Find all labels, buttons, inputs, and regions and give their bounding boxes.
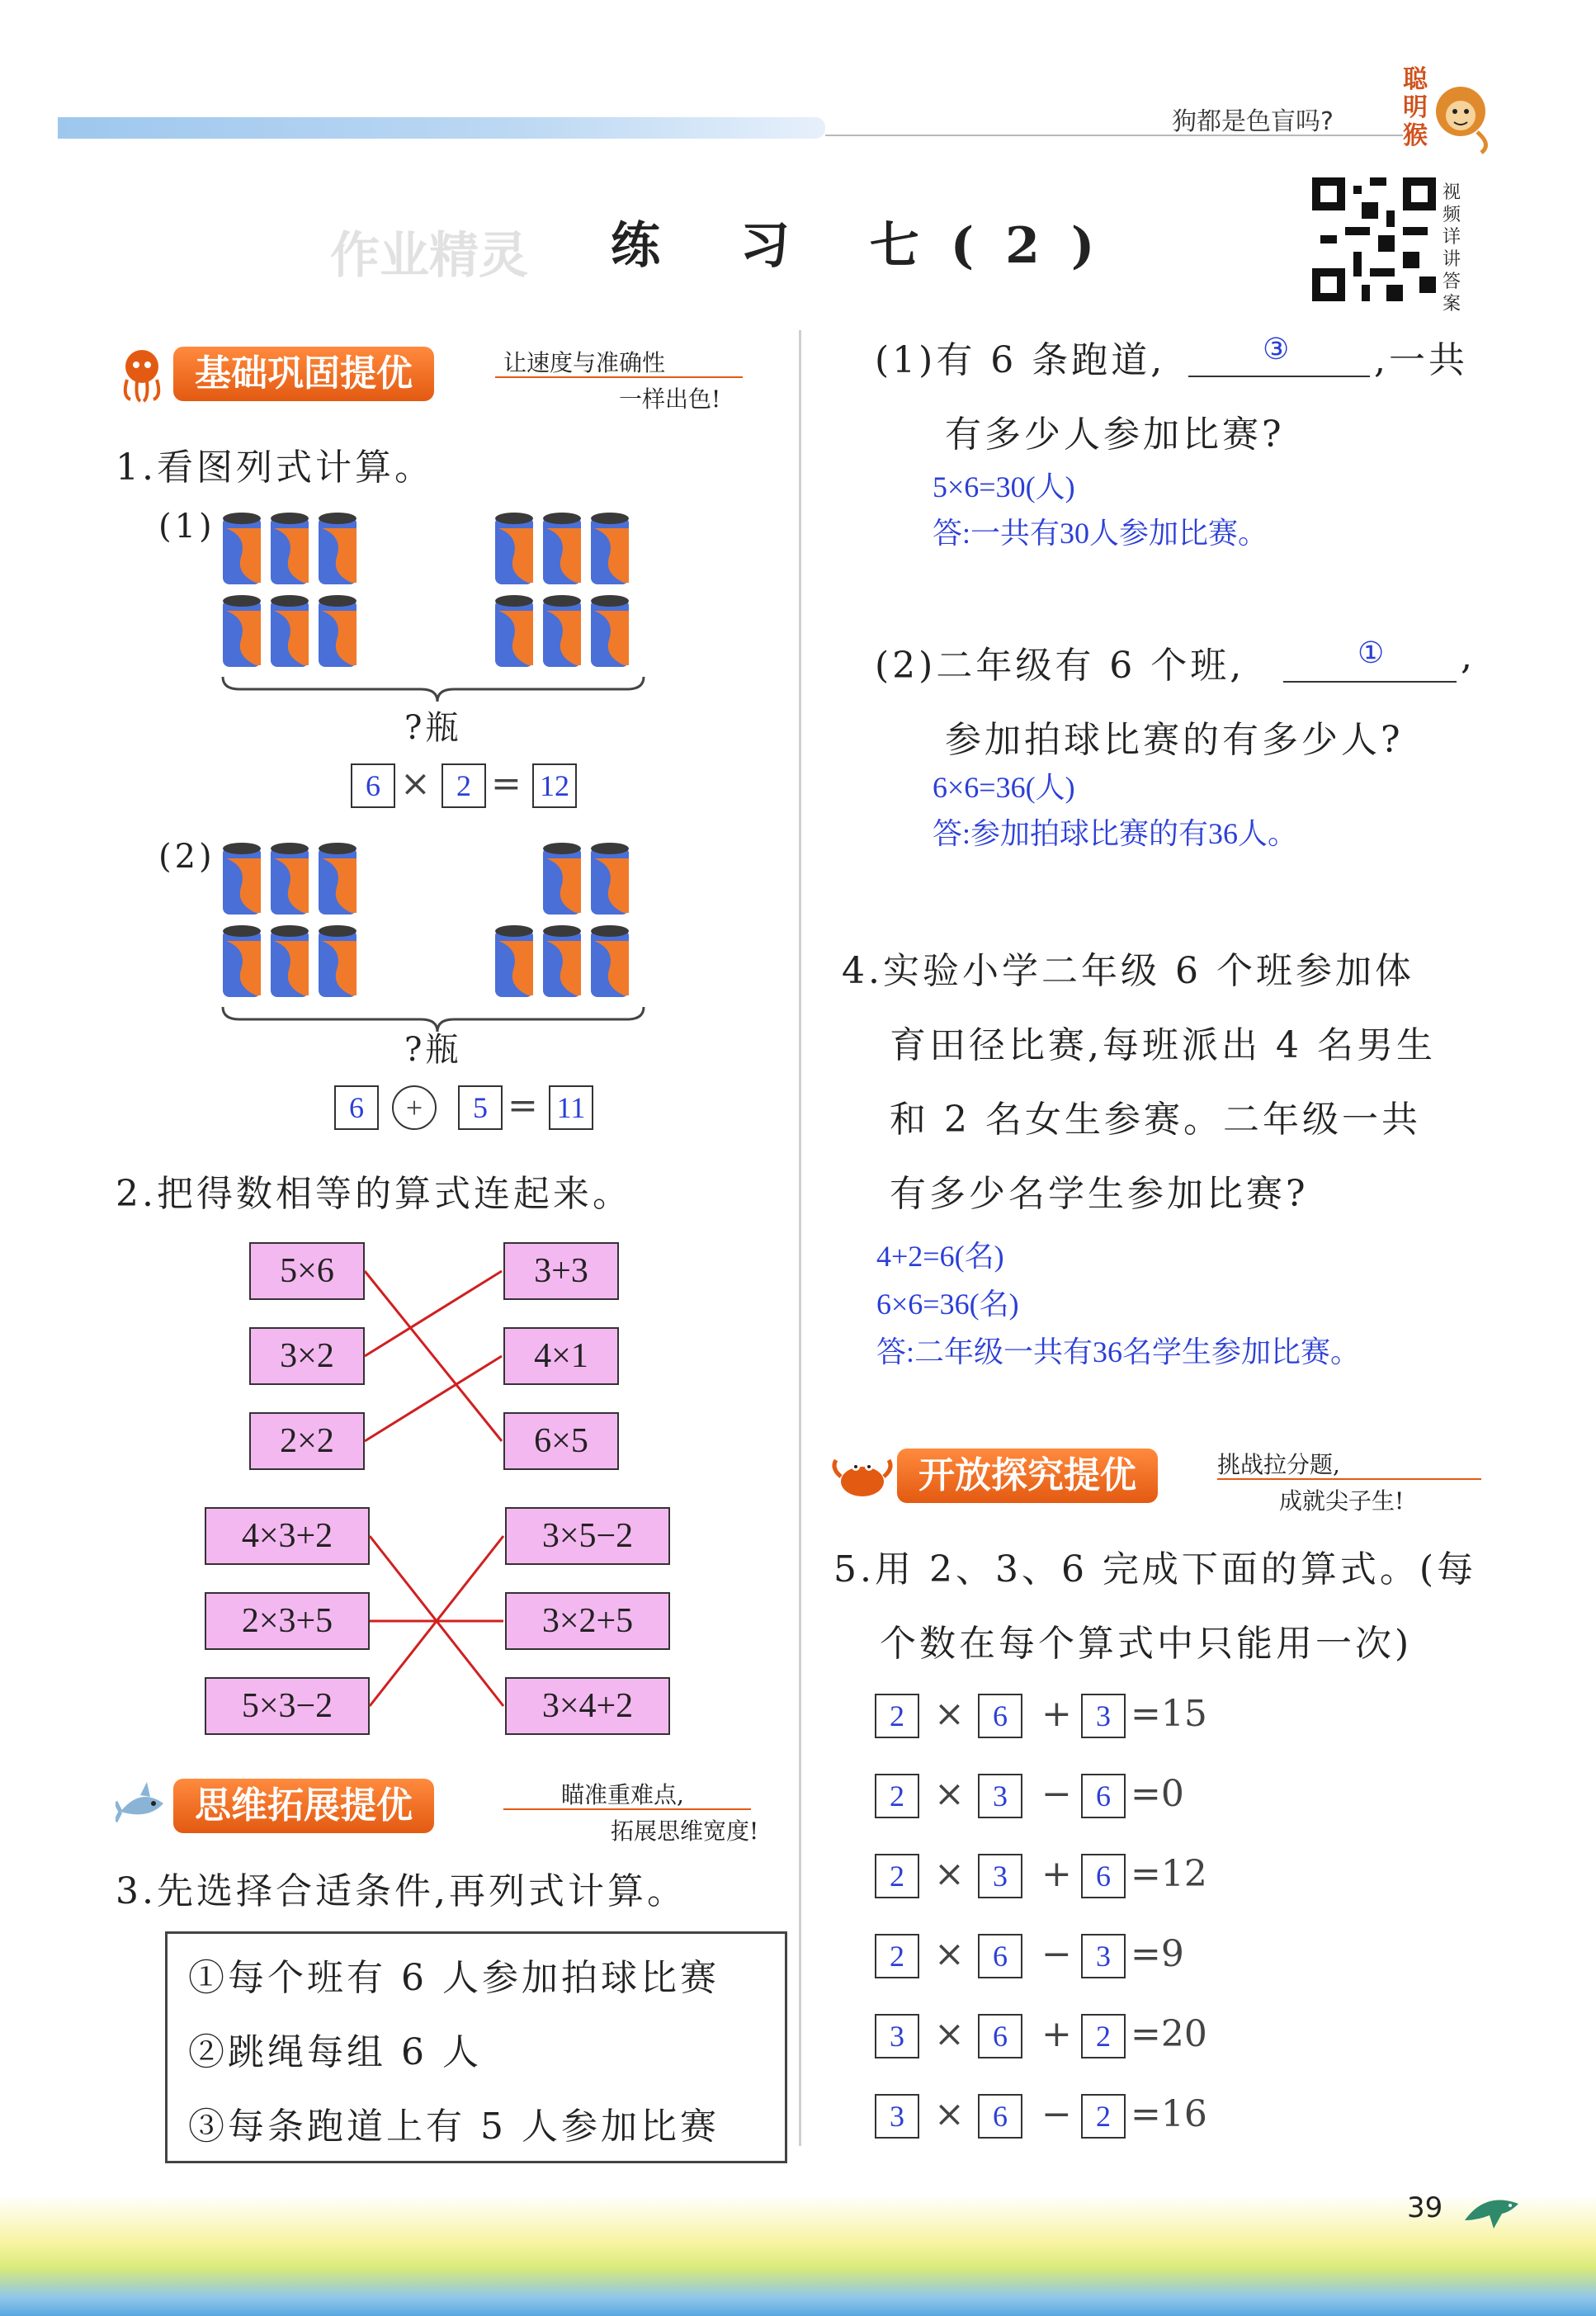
q2-right-bottom-1: 3×5−2 bbox=[505, 1507, 670, 1565]
squid-icon bbox=[116, 347, 168, 404]
q3-condition-3: ③每条跑道上有 5 人参加比赛 bbox=[188, 2106, 720, 2148]
q1-p1-op: × bbox=[400, 763, 431, 805]
q3-p1-answer: 答:一共有30人参加比赛。 bbox=[933, 517, 1268, 550]
q1-p2-box-result: 11 bbox=[549, 1085, 593, 1130]
section-thinking-line bbox=[503, 1808, 751, 1810]
q5-row-op1: × bbox=[934, 1933, 965, 1975]
q5-row-box-a: 3 bbox=[875, 2014, 919, 2058]
q3-p2-blank bbox=[1283, 681, 1457, 683]
q2-right-top-3: 6×5 bbox=[503, 1412, 619, 1470]
q2-prompt: 2.把得数相等的算式连起来。 bbox=[116, 1173, 632, 1215]
q5-row-op2: − bbox=[1041, 2093, 1072, 2135]
monkey-text: 聪明猴 bbox=[1403, 65, 1428, 150]
q3-p2-line2: 参加拍球比赛的有多少人? bbox=[945, 719, 1404, 761]
q5-row-box-a: 2 bbox=[875, 1774, 919, 1818]
q5-row-box-c: 3 bbox=[1081, 1694, 1126, 1738]
q3-p1-choice: ③ bbox=[1263, 333, 1290, 366]
q5-row-op2: + bbox=[1041, 1693, 1072, 1735]
q5-row-box-a: 2 bbox=[875, 1854, 919, 1898]
qr-code-icon[interactable] bbox=[1312, 177, 1436, 301]
header-tag: 狗都是色盲吗? bbox=[1172, 107, 1334, 136]
q5-row-result: =0 bbox=[1131, 1773, 1184, 1815]
q5-row-result: =15 bbox=[1131, 1693, 1207, 1735]
q2-right-bottom-2: 3×2+5 bbox=[505, 1592, 670, 1650]
q5-row-box-c: 2 bbox=[1081, 2094, 1126, 2139]
column-divider bbox=[799, 330, 801, 2146]
cans-group-2-icon bbox=[215, 834, 660, 1040]
crab-icon bbox=[829, 1452, 895, 1503]
q5-row-box-a: 2 bbox=[875, 1934, 919, 1978]
q5-row-box-b: 3 bbox=[978, 1854, 1022, 1898]
section-basic-tag1: 让速度与准确性 bbox=[503, 349, 666, 376]
q5-row-box-b: 6 bbox=[978, 2094, 1022, 2139]
q2-right-top-1: 3+3 bbox=[503, 1242, 619, 1300]
q5-row-op2: − bbox=[1041, 1933, 1072, 1975]
q4-answer: 答:二年级一共有36名学生参加比赛。 bbox=[876, 1335, 1361, 1368]
section-basic-title: 基础巩固提优 bbox=[173, 347, 434, 401]
q1-p2-op-circle: + bbox=[392, 1085, 437, 1130]
q3-p2-line1a: (2)二年级有 6 个班, bbox=[875, 645, 1245, 687]
q3-prompt: 3.先选择合适条件,再列式计算。 bbox=[116, 1870, 687, 1912]
page-number: 39 bbox=[1407, 2191, 1443, 2224]
q1-p1-label: (1) bbox=[158, 508, 215, 546]
q5-row-op1: × bbox=[934, 1853, 965, 1895]
watermark: 作业精灵 bbox=[330, 227, 528, 285]
q3-condition-2: ②跳绳每组 6 人 bbox=[188, 2031, 482, 2073]
q3-p2-line1b: , bbox=[1461, 636, 1476, 678]
q5-row-box-c: 6 bbox=[1081, 1854, 1126, 1898]
q3-p2-answer: 答:参加拍球比赛的有36人。 bbox=[933, 817, 1298, 850]
q4-line-4: 有多少名学生参加比赛? bbox=[890, 1173, 1309, 1215]
q2-left-bottom-2: 2×3+5 bbox=[205, 1592, 370, 1650]
q1-prompt: 1.看图列式计算。 bbox=[116, 447, 434, 489]
q5-row-box-b: 3 bbox=[978, 1774, 1022, 1818]
q5-row-box-c: 2 bbox=[1081, 2014, 1126, 2058]
q1-p1-question: ?瓶 bbox=[404, 709, 462, 747]
section-thinking-title: 思维拓展提优 bbox=[173, 1779, 434, 1833]
section-thinking-tag2: 拓展思维宽度! bbox=[611, 1817, 759, 1845]
section-open-title: 开放探究提优 bbox=[897, 1449, 1158, 1503]
q5-row-box-b: 6 bbox=[978, 2014, 1022, 2058]
q3-p1-blank bbox=[1188, 376, 1370, 377]
q3-p1-line1a: (1)有 6 条跑道, bbox=[875, 339, 1166, 381]
q3-p1-line1b: ,一共 bbox=[1374, 339, 1468, 381]
q3-p1-line2: 有多少人参加比赛? bbox=[945, 414, 1285, 456]
header-band bbox=[58, 117, 825, 139]
dolphin-icon bbox=[1461, 2187, 1527, 2237]
q5-row-result: =9 bbox=[1131, 1933, 1184, 1975]
q5-row-box-b: 6 bbox=[978, 1934, 1022, 1978]
q2-left-top-1: 5×6 bbox=[249, 1242, 365, 1300]
q5-row-result: =16 bbox=[1131, 2093, 1207, 2135]
q4-calc-1: 4+2=6(名) bbox=[876, 1240, 1004, 1273]
footer-band bbox=[0, 2195, 1596, 2316]
q1-p2-label: (2) bbox=[158, 838, 215, 876]
q5-row-box-c: 3 bbox=[1081, 1934, 1126, 1978]
q5-row-box-a: 3 bbox=[875, 2094, 919, 2139]
q3-p2-choice: ① bbox=[1358, 636, 1385, 669]
q5-line-1: 5.用 2、3、6 完成下面的算式。(每 bbox=[833, 1548, 1477, 1590]
section-basic-line bbox=[495, 376, 743, 378]
q4-line-2: 育田径比赛,每班派出 4 名男生 bbox=[890, 1024, 1436, 1066]
q1-p2-question: ?瓶 bbox=[404, 1031, 462, 1069]
q5-row-op2: + bbox=[1041, 2013, 1072, 2055]
q1-p2-eq: = bbox=[508, 1085, 538, 1127]
section-open-line bbox=[1217, 1478, 1481, 1480]
section-basic-banner bbox=[58, 347, 767, 413]
q5-row-box-a: 2 bbox=[875, 1694, 919, 1738]
section-open-tag2: 成就尖子生! bbox=[1279, 1487, 1405, 1515]
q5-row-op1: × bbox=[934, 1693, 965, 1735]
q3-p1-calc: 5×6=30(人) bbox=[933, 470, 1075, 503]
q2-right-bottom-3: 3×4+2 bbox=[505, 1677, 670, 1735]
q1-p1-box-result: 12 bbox=[532, 763, 577, 808]
q1-p1-eq: = bbox=[491, 763, 522, 805]
q4-line-3: 和 2 名女生参赛。二年级一共 bbox=[890, 1099, 1421, 1141]
q2-left-top-3: 2×2 bbox=[249, 1412, 365, 1470]
q1-p1-box-a: 6 bbox=[351, 763, 395, 808]
q2-left-bottom-1: 4×3+2 bbox=[205, 1507, 370, 1565]
q3-p2-calc: 6×6=36(人) bbox=[933, 771, 1075, 804]
q1-p2-box-a: 6 bbox=[334, 1085, 379, 1130]
q1-p1-box-b: 2 bbox=[441, 763, 486, 808]
cans-group-1-icon bbox=[215, 503, 660, 710]
q4-calc-2: 6×6=36(名) bbox=[876, 1288, 1019, 1321]
q5-row-op1: × bbox=[934, 2013, 965, 2055]
q5-row-op2: + bbox=[1041, 1853, 1072, 1895]
q5-row-op1: × bbox=[934, 1773, 965, 1815]
q2-right-top-2: 4×1 bbox=[503, 1327, 619, 1385]
q5-row-op2: − bbox=[1041, 1773, 1072, 1815]
q2-left-top-2: 3×2 bbox=[249, 1327, 365, 1385]
q5-row-result: =20 bbox=[1131, 2013, 1207, 2055]
q3-condition-1: ①每个班有 6 人参加拍球比赛 bbox=[188, 1957, 720, 1999]
section-thinking-banner bbox=[58, 1779, 767, 1845]
q5-line-2: 个数在每个算式中只能用一次) bbox=[880, 1623, 1413, 1665]
section-basic-tag2: 一样出色! bbox=[619, 385, 721, 413]
q4-line-1: 4.实验小学二年级 6 个班参加体 bbox=[842, 950, 1414, 992]
q2-left-bottom-3: 5×3−2 bbox=[205, 1677, 370, 1735]
shark-icon bbox=[116, 1779, 168, 1836]
qr-label: 视频详讲答案 bbox=[1443, 182, 1461, 314]
q1-p2-box-b: 5 bbox=[458, 1085, 503, 1130]
section-thinking-tag1: 瞄准重难点, bbox=[561, 1781, 684, 1808]
section-open-tag1: 挑战拉分题, bbox=[1217, 1451, 1340, 1478]
q5-row-result: =12 bbox=[1131, 1853, 1207, 1895]
q5-row-box-c: 6 bbox=[1081, 1774, 1126, 1818]
section-open-banner bbox=[829, 1449, 1490, 1515]
page-title: 练 习 七(2) bbox=[611, 217, 1126, 275]
q5-row-op1: × bbox=[934, 2093, 965, 2135]
q5-row-box-b: 6 bbox=[978, 1694, 1022, 1738]
